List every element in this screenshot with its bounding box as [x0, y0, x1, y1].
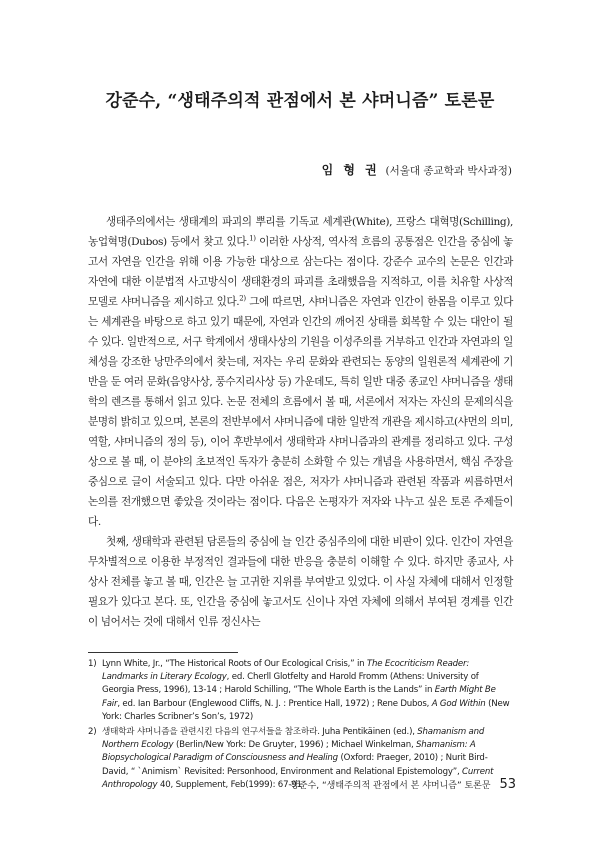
footnote-title: The Ecocriticism Reader: Landmarks in Literary Ecology [102, 659, 470, 683]
footnote-segment: , ed. Cherll Glotfelty and Harold Fromm (Athens: University of Georgia Press, 1996), 13-14 ; Harold Schilling, “The Whole Earth is the Lands” in [102, 672, 479, 696]
footnote-title: A God Within [431, 698, 486, 709]
footnote-divider [88, 652, 238, 653]
footnote-ref: 1) [249, 234, 256, 243]
author-affiliation: (서울대 종교학과 박사과정) [385, 165, 512, 177]
footnote-title: Shamanism and Northern Ecology [102, 727, 485, 751]
footnote-segment: 생태학과 샤머니즘을 관련시킨 다음의 연구서들을 참조하라. Juha Pentikäinen (ed.), [102, 727, 418, 738]
footnotes [88, 658, 513, 794]
paragraph [88, 532, 513, 632]
footnote-text [102, 658, 513, 724]
footnote-ref: 2) [239, 294, 246, 303]
footnote-number: 2) [88, 727, 97, 738]
footnote-segment: 40, Supplement, Feb(1999): 67-91. [157, 779, 305, 790]
paper-title: 강준수, “생태주의적 관점에서 본 샤머니즘” 토론문 [105, 91, 495, 111]
footnote-title: Shamanism: A Biopsychological Paradigm of Consciousness and Healing [102, 740, 476, 764]
paragraph-text: 첫째, 생태학과 관련된 담론들의 중심에 늘 인간 중심주의에 대한 비판이 있다. 인간이 자연을 무차별적으로 이용한 부정적인 결과들에 대한 반응을 충분히 이해할 수 있다. 하지만 종교사, 사상사 전체를 놓고 볼 때, 인간은 늘 고귀한 지위를 부여받고 있었다. 이 사실 자체에 대해서 인정할 필요가 있다고 본다. 또, 인간을 중심에 놓고서도 신이나 자연 자체에 의해서 부여된 경계를 인간이 넘어서는 것에 대해서 인류 정신사는 [88, 536, 513, 628]
paragraph-text: 생태주의에서는 생태계의 파괴의 뿌리를 기독교 세계관(White), 프랑스 대혁명(Schilling), 농업혁명(Dubos) 등에서 찾고 있다. [88, 216, 513, 248]
paragraph-text: 이러한 사상적, 역사적 흐름의 공통점은 인간을 중심에 놓고서 자연을 인간을 위해 이용 가능한 대상으로 삼는다는 점이다. 강준수 교수의 논문은 인간과 자연에 대한 이분법적 사고방식이 생태환경의 파괴를 초래했음을 지적하고, 이를 치유할 사상적 모델로 샤머니즘을 제시하고 있다. [88, 236, 513, 308]
footnote-segment: Lynn White, Jr., “The Historical Roots of Our Ecological Crisis,” in [102, 659, 367, 669]
page-number: 53 [499, 777, 516, 792]
author-line [322, 161, 512, 178]
running-title: 강준수, “생태주의적 관점에서 본 샤머니즘” 토론문 [290, 781, 491, 791]
footnote [88, 658, 513, 724]
footnote-number: 1) [88, 659, 97, 669]
footnote-segment: , ed. Ian Barbour (Englewood Cliffs, N. J. : Prentice Hall, 1972) ; Rene Dubos, [117, 698, 432, 709]
paragraph-text: 그에 따르면, 샤머니즘은 자연과 인간이 한몸을 이루고 있다는 세계관을 바탕으로 하고 있기 때문에, 자연과 인간의 깨어진 상태를 회복할 수 있는 대안이 될 수 있다. 일반적으로, 서구 학계에서 생태사상의 기원을 이성주의를 거부하고 인간과 자연과의 일체성을 강조한 낭만주의에서 찾는데, 저자는 우리 문화와 관련되는 동양의 일원론적 세계관에 기반을 둔 여러 문화(음양사상, 풍수지리사상 등) 가운데도, 특히 일반 대중 종교인 샤머니즘을 생태학의 렌즈를 통해서 읽고 있다. 논문 전체의 흐름에서 볼 때, 서론에서 저자는 자신의 문제의식을 분명히 밝히고 있으며, 본론의 전반부에서 샤머니즘에 대한 일반적 개관을 제시하고(샤먼의 의미, 역할, 샤머니즘의 정의 등), 이어 후반부에서 생태학과 샤머니즘과의 관계를 정리하고 있다. 구성상으로 볼 때, 이 분야의 초보적인 독자가 충분히 소화할 수 있는 개념을 사용하면서, 핵심 주장을 중심으로 글이 서술되고 있다. 다만 아쉬운 점은, 저자가 샤머니즘과 관련된 작품과 씨름하면서 논의를 전개했으면 좋았을 것이라는 점이다. 다음은 논평자가 저자와 나누고 싶은 토론 주제들이다. [88, 296, 513, 528]
footnote-title: Earth Might Be Fair [102, 685, 496, 709]
footnote-title: Current Anthropology [102, 766, 494, 790]
body-text [88, 212, 513, 632]
footnote-segment: (New York: Charles Scribner’s Son’s, 1972) [102, 698, 510, 722]
author-name: 임 형 권 [321, 163, 380, 177]
footnote-segment: (Berlin/New York: De Gruyter, 1996) ; Michael Winkelman, [173, 740, 417, 751]
footnote-segment: (Oxford: Praeger, 2010) ; Nurit Bird-David, “ `Animism` Revisited: Personhood, Environment and Relational Epistemology”, [102, 753, 488, 777]
page-footer [290, 777, 516, 792]
paragraph [88, 212, 513, 532]
